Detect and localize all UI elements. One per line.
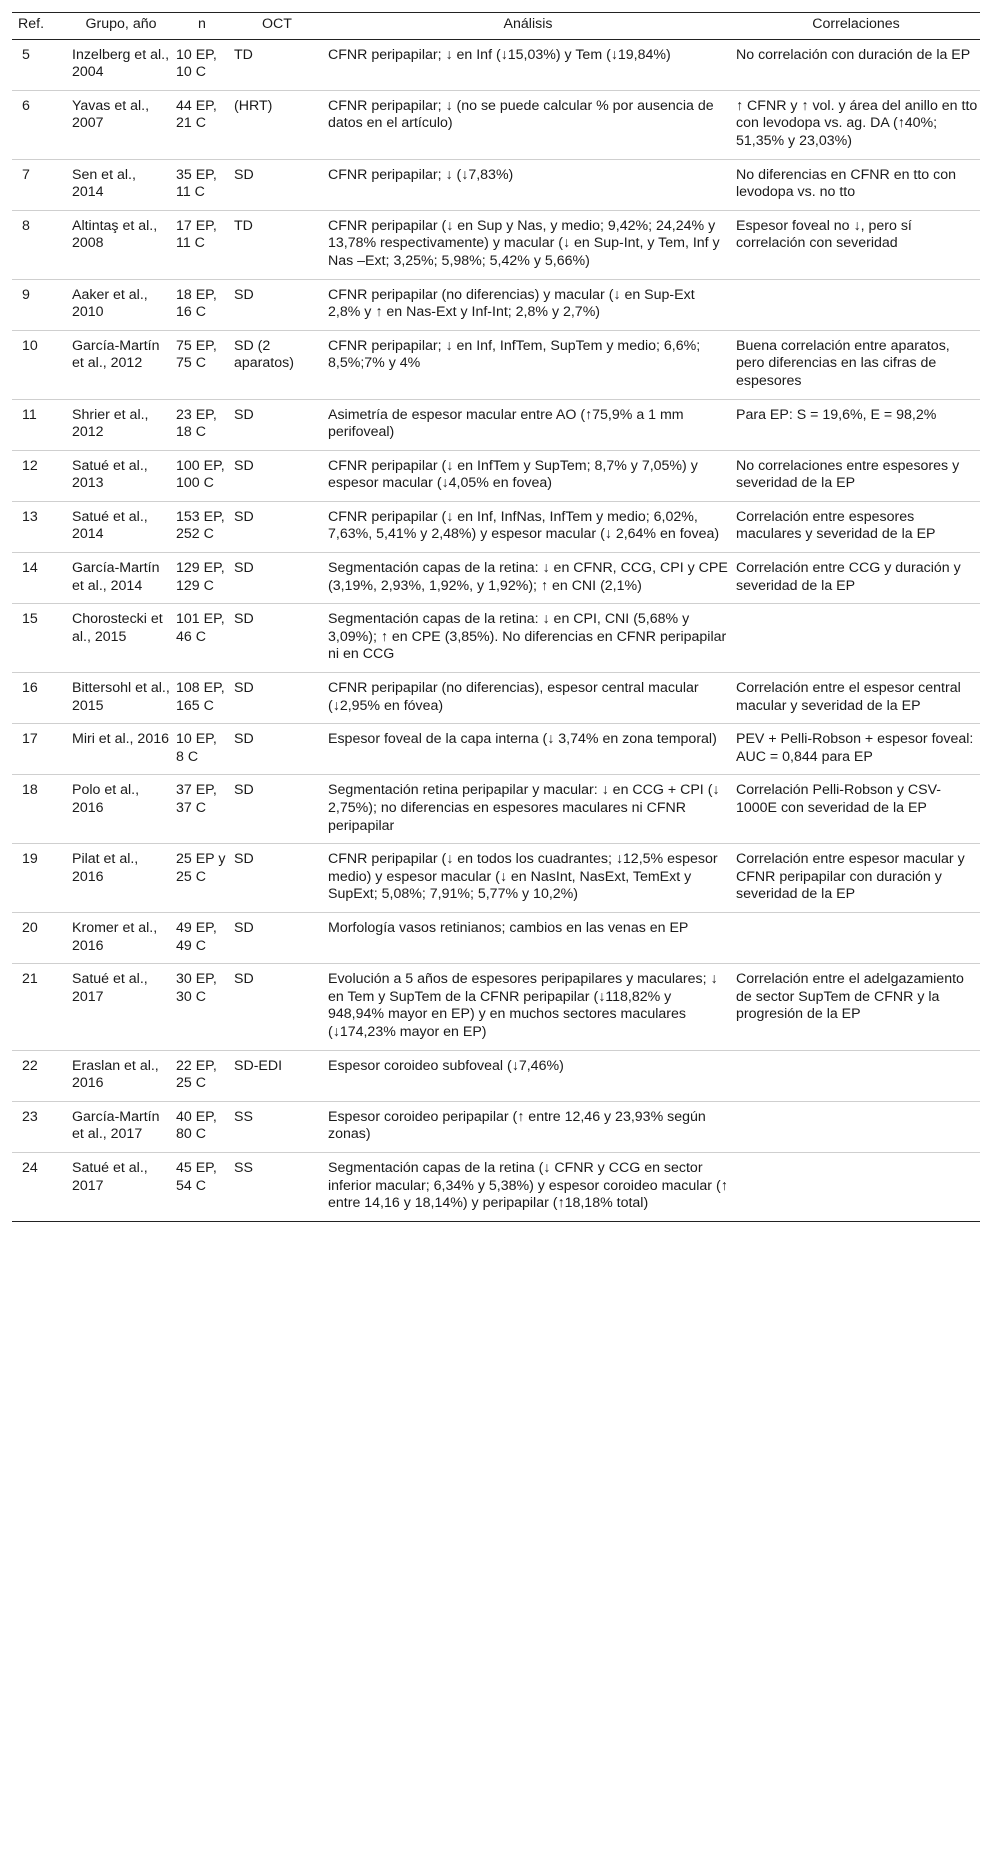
correlation-cell: PEV + Pelli-Robson + espesor foveal: AUC = 0,844 para EP [732, 724, 980, 775]
group-cell: Yavas et al., 2007 [68, 90, 174, 159]
analysis-cell: CFNR peripapilar (↓ en Inf, InfNas, InfTem y medio; 6,02%, 7,63%, 5,41% y 2,48%) y espesor macular (↓ 2,64% en fovea) [324, 501, 732, 552]
oct-cell: SD [230, 399, 324, 450]
table-row [12, 1050, 980, 1101]
correlation-cell: Correlación entre CCG y duración y severidad de la EP [732, 553, 980, 604]
n-cell: 40 EP, 80 C [174, 1101, 230, 1152]
ref-cell: 10 [12, 330, 68, 399]
ref-cell: 18 [12, 775, 68, 844]
correlation-cell [732, 1101, 980, 1152]
group-cell: Satué et al., 2014 [68, 501, 174, 552]
group-cell: Satué et al., 2013 [68, 450, 174, 501]
oct-cell: SD [230, 450, 324, 501]
correlation-cell: ↑ CFNR y ↑ vol. y área del anillo en tto con levodopa vs. ag. DA (↑40%; 51,35% y 23,03%) [732, 90, 980, 159]
ref-cell: 6 [12, 90, 68, 159]
table-row [12, 912, 980, 963]
analysis-cell: Segmentación capas de la retina: ↓ en CPI, CNI (5,68% y 3,09%); ↑ en CPE (3,85%). No diferencias en CFNR peripapilar ni en CCG [324, 604, 732, 673]
correlation-cell: No correlaciones entre espesores y severidad de la EP [732, 450, 980, 501]
correlation-cell: Correlación entre el adelgazamiento de sector SupTem de CFNR y la progresión de la EP [732, 964, 980, 1050]
oct-cell: SD [230, 964, 324, 1050]
analysis-cell: CFNR peripapilar (↓ en Sup y Nas, y medio; 9,42%; 24,24% y 13,78% respectivamente) y macular (↓ en Sup-Int, y Tem, Inf y Nas –Ext; 3,25%; 5,98%; 5,42% y 5,66%) [324, 210, 732, 279]
table-row [12, 604, 980, 673]
table-row [12, 450, 980, 501]
ref-cell: 13 [12, 501, 68, 552]
analysis-cell: Asimetría de espesor macular entre AO (↑75,9% a 1 mm perifoveal) [324, 399, 732, 450]
n-cell: 35 EP, 11 C [174, 159, 230, 210]
correlation-cell [732, 604, 980, 673]
n-cell: 108 EP, 165 C [174, 673, 230, 724]
correlation-cell: Buena correlación entre aparatos, pero diferencias en las cifras de espesores [732, 330, 980, 399]
oct-cell: SD [230, 553, 324, 604]
analysis-cell: CFNR peripapilar (↓ en InfTem y SupTem; 8,7% y 7,05%) y espesor macular (↓4,05% en fovea) [324, 450, 732, 501]
oct-cell: SS [230, 1101, 324, 1152]
n-cell: 75 EP, 75 C [174, 330, 230, 399]
table-row [12, 330, 980, 399]
group-cell: Bittersohl et al., 2015 [68, 673, 174, 724]
analysis-cell: CFNR peripapilar (no diferencias) y macular (↓ en Sup-Ext 2,8% y ↑ en Nas-Ext y Inf-Int; 2,8% y 2,7%) [324, 279, 732, 330]
n-cell: 18 EP, 16 C [174, 279, 230, 330]
ref-cell: 11 [12, 399, 68, 450]
analysis-cell: Espesor coroideo subfoveal (↓7,46%) [324, 1050, 732, 1101]
group-cell: Inzelberg et al., 2004 [68, 39, 174, 90]
ref-cell: 14 [12, 553, 68, 604]
results-table [12, 12, 980, 1222]
n-cell: 129 EP, 129 C [174, 553, 230, 604]
oct-cell: SS [230, 1152, 324, 1221]
ref-cell: 7 [12, 159, 68, 210]
table-row [12, 501, 980, 552]
group-cell: Eraslan et al., 2016 [68, 1050, 174, 1101]
oct-cell: SD [230, 673, 324, 724]
correlation-cell: Correlación Pelli-Robson y CSV-1000E con severidad de la EP [732, 775, 980, 844]
oct-cell: TD [230, 210, 324, 279]
header-n: n [174, 13, 230, 40]
ref-cell: 23 [12, 1101, 68, 1152]
header-correlations: Correlaciones [732, 13, 980, 40]
correlation-cell [732, 912, 980, 963]
table-row [12, 279, 980, 330]
oct-cell: SD [230, 775, 324, 844]
n-cell: 153 EP, 252 C [174, 501, 230, 552]
oct-cell: SD [230, 279, 324, 330]
ref-cell: 17 [12, 724, 68, 775]
ref-cell: 8 [12, 210, 68, 279]
ref-cell: 24 [12, 1152, 68, 1221]
correlation-cell: Correlación entre espesor macular y CFNR peripapilar con duración y severidad de la EP [732, 844, 980, 913]
n-cell: 22 EP, 25 C [174, 1050, 230, 1101]
oct-cell: SD [230, 844, 324, 913]
ref-cell: 12 [12, 450, 68, 501]
analysis-cell: CFNR peripapilar (no diferencias), espesor central macular (↓2,95% en fóvea) [324, 673, 732, 724]
table-row [12, 159, 980, 210]
table-row [12, 399, 980, 450]
group-cell: García-Martín et al., 2017 [68, 1101, 174, 1152]
analysis-cell: Espesor foveal de la capa interna (↓ 3,74% en zona temporal) [324, 724, 732, 775]
table-row [12, 1152, 980, 1221]
table-row [12, 724, 980, 775]
oct-cell: SD-EDI [230, 1050, 324, 1101]
n-cell: 30 EP, 30 C [174, 964, 230, 1050]
header-row [12, 13, 980, 40]
table-row [12, 964, 980, 1050]
group-cell: Miri et al., 2016 [68, 724, 174, 775]
n-cell: 100 EP, 100 C [174, 450, 230, 501]
table-row [12, 553, 980, 604]
table-row [12, 210, 980, 279]
analysis-cell: Segmentación capas de la retina: ↓ en CFNR, CCG, CPI y CPE (3,19%, 2,93%, 1,92%, y 1,92%); ↑ en CNI (2,1%) [324, 553, 732, 604]
correlation-cell [732, 1050, 980, 1101]
table-row [12, 775, 980, 844]
analysis-cell: Morfología vasos retinianos; cambios en las venas en EP [324, 912, 732, 963]
correlation-cell: No diferencias en CFNR en tto con levodopa vs. no tto [732, 159, 980, 210]
table-row [12, 39, 980, 90]
n-cell: 10 EP, 10 C [174, 39, 230, 90]
group-cell: Chorostecki et al., 2015 [68, 604, 174, 673]
group-cell: Satué et al., 2017 [68, 964, 174, 1050]
group-cell: Aaker et al., 2010 [68, 279, 174, 330]
header-ref: Ref. [12, 13, 68, 40]
n-cell: 49 EP, 49 C [174, 912, 230, 963]
group-cell: Satué et al., 2017 [68, 1152, 174, 1221]
ref-cell: 20 [12, 912, 68, 963]
group-cell: Pilat et al., 2016 [68, 844, 174, 913]
analysis-cell: CFNR peripapilar; ↓ en Inf, InfTem, SupTem y medio; 6,6%; 8,5%;7% y 4% [324, 330, 732, 399]
correlation-cell: No correlación con duración de la EP [732, 39, 980, 90]
ref-cell: 9 [12, 279, 68, 330]
oct-cell: SD [230, 724, 324, 775]
analysis-cell: CFNR peripapilar; ↓ (↓7,83%) [324, 159, 732, 210]
group-cell: Altintaş et al., 2008 [68, 210, 174, 279]
group-cell: Shrier et al., 2012 [68, 399, 174, 450]
ref-cell: 15 [12, 604, 68, 673]
n-cell: 44 EP, 21 C [174, 90, 230, 159]
correlation-cell: Correlación entre el espesor central macular y severidad de la EP [732, 673, 980, 724]
analysis-cell: Segmentación capas de la retina (↓ CFNR y CCG en sector inferior macular; 6,34% y 5,38%) y espesor coroideo macular (↑ entre 14,16 y 18,14%) y peripapilar (↑18,18% total) [324, 1152, 732, 1221]
oct-cell: SD [230, 604, 324, 673]
oct-cell: SD (2 aparatos) [230, 330, 324, 399]
correlation-cell: Espesor foveal no ↓, pero sí correlación con severidad [732, 210, 980, 279]
group-cell: Sen et al., 2014 [68, 159, 174, 210]
ref-cell: 21 [12, 964, 68, 1050]
table-row [12, 844, 980, 913]
correlation-cell [732, 279, 980, 330]
ref-cell: 19 [12, 844, 68, 913]
header-oct: OCT [230, 13, 324, 40]
analysis-cell: Segmentación retina peripapilar y macular: ↓ en CCG + CPI (↓ 2,75%); no diferencias en espesores maculares ni CFNR peripapilar [324, 775, 732, 844]
analysis-cell: CFNR peripapilar; ↓ (no se puede calcular % por ausencia de datos en el artículo) [324, 90, 732, 159]
analysis-cell: Evolución a 5 años de espesores peripapilares y maculares; ↓ en Tem y SupTem de la CFNR peripapilar (↓118,82% y 948,94% mayor en EP) y en muchos sectores maculares (↓174,23% mayor en EP) [324, 964, 732, 1050]
analysis-cell: CFNR peripapilar; ↓ en Inf (↓15,03%) y Tem (↓19,84%) [324, 39, 732, 90]
n-cell: 37 EP, 37 C [174, 775, 230, 844]
n-cell: 17 EP, 11 C [174, 210, 230, 279]
ref-cell: 16 [12, 673, 68, 724]
oct-cell: SD [230, 501, 324, 552]
oct-cell: SD [230, 912, 324, 963]
analysis-cell: CFNR peripapilar (↓ en todos los cuadrantes; ↓12,5% espesor medio) y espesor macular (↓ en NasInt, NasExt, TemExt y SupExt; 5,08%; 7,91%; 5,77% y 10,2%) [324, 844, 732, 913]
group-cell: García-Martín et al., 2014 [68, 553, 174, 604]
correlation-cell: Correlación entre espesores maculares y severidad de la EP [732, 501, 980, 552]
group-cell: García-Martín et al., 2012 [68, 330, 174, 399]
n-cell: 23 EP, 18 C [174, 399, 230, 450]
analysis-cell: Espesor coroideo peripapilar (↑ entre 12,46 y 23,93% según zonas) [324, 1101, 732, 1152]
group-cell: Kromer et al., 2016 [68, 912, 174, 963]
n-cell: 10 EP, 8 C [174, 724, 230, 775]
ref-cell: 5 [12, 39, 68, 90]
n-cell: 101 EP, 46 C [174, 604, 230, 673]
oct-cell: (HRT) [230, 90, 324, 159]
table-row [12, 1101, 980, 1152]
oct-cell: SD [230, 159, 324, 210]
table-row [12, 673, 980, 724]
oct-cell: TD [230, 39, 324, 90]
table-row [12, 90, 980, 159]
correlation-cell: Para EP: S = 19,6%, E = 98,2% [732, 399, 980, 450]
header-analysis: Análisis [324, 13, 732, 40]
n-cell: 45 EP, 54 C [174, 1152, 230, 1221]
table-body [12, 39, 980, 1221]
n-cell: 25 EP y 25 C [174, 844, 230, 913]
ref-cell: 22 [12, 1050, 68, 1101]
group-cell: Polo et al., 2016 [68, 775, 174, 844]
header-group: Grupo, año [68, 13, 174, 40]
correlation-cell [732, 1152, 980, 1221]
